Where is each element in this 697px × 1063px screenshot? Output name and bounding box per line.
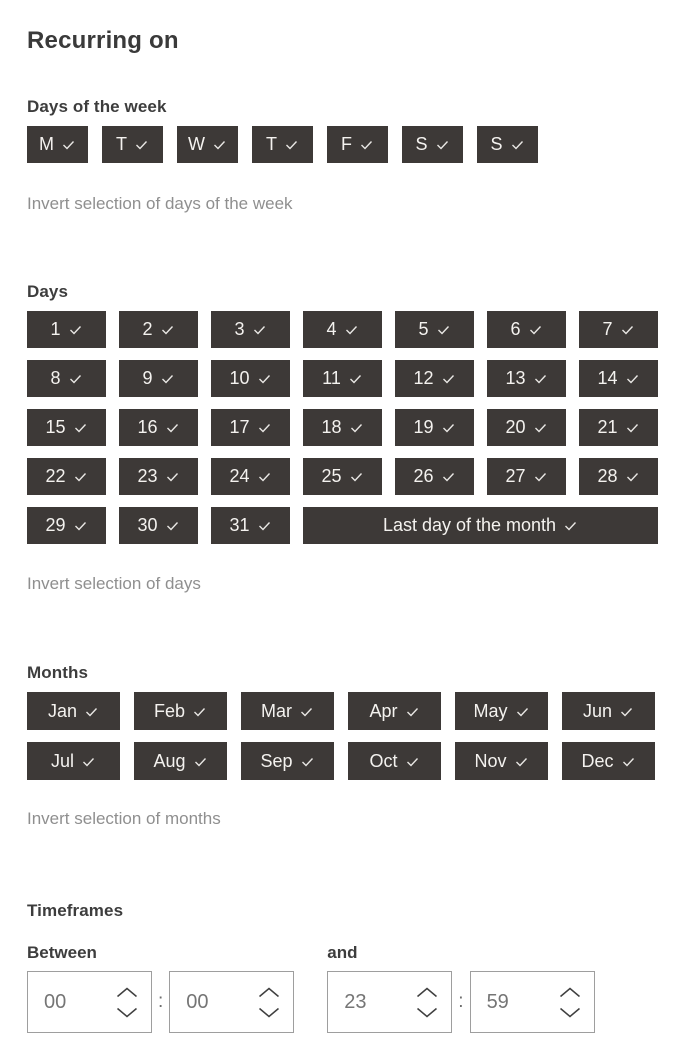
- day-4-button[interactable]: [303, 311, 382, 348]
- check-icon: [441, 469, 456, 484]
- section-days-of-week: [27, 97, 670, 214]
- month-feb-button[interactable]: [134, 692, 227, 730]
- day-8-button[interactable]: [27, 360, 106, 397]
- check-icon: [257, 469, 272, 484]
- button-label: 30: [137, 515, 158, 535]
- button-label: 10: [229, 368, 250, 388]
- check-icon: [621, 754, 636, 769]
- chevron-up-icon: [559, 987, 581, 998]
- day-17-button[interactable]: [211, 409, 290, 446]
- day-30-button[interactable]: [119, 507, 198, 544]
- month-sep-button[interactable]: [241, 742, 334, 780]
- check-icon: [348, 371, 363, 386]
- start-minute-input[interactable]: [170, 991, 228, 1014]
- button-label: 21: [597, 417, 618, 437]
- button-label: 24: [229, 466, 250, 486]
- button-label: 28: [597, 466, 618, 486]
- start-hour-arrows: [116, 987, 138, 1018]
- button-label: 14: [597, 368, 618, 388]
- button-label: Feb: [153, 700, 186, 721]
- check-icon: [257, 518, 272, 533]
- check-icon: [405, 704, 420, 719]
- day-26-button[interactable]: [395, 458, 474, 495]
- month-apr-button[interactable]: [348, 692, 441, 730]
- day-23-button[interactable]: [119, 458, 198, 495]
- check-icon: [528, 322, 543, 337]
- button-label: 8: [50, 368, 61, 388]
- end-minute-arrows: [559, 987, 581, 1018]
- day-13-button[interactable]: [487, 360, 566, 397]
- check-icon: [252, 322, 267, 337]
- button-label: 15: [45, 417, 66, 437]
- start-minute-decrement-button[interactable]: [258, 1007, 280, 1018]
- check-icon: [257, 420, 272, 435]
- check-icon: [284, 137, 299, 152]
- chevron-down-icon: [116, 1007, 138, 1018]
- button-label: T: [116, 134, 127, 154]
- time-separator: :: [158, 991, 164, 1012]
- day-9-button[interactable]: [119, 360, 198, 397]
- weekday-saturday-button[interactable]: [402, 126, 463, 163]
- invert-days-link[interactable]: Invert selection of days: [27, 574, 201, 593]
- button-label: 3: [234, 319, 245, 339]
- chevron-down-icon: [258, 1007, 280, 1018]
- check-icon: [349, 420, 364, 435]
- check-icon: [160, 371, 175, 386]
- button-label: 27: [505, 466, 526, 486]
- weekday-thursday-button[interactable]: [252, 126, 313, 163]
- button-label: Aug: [153, 750, 186, 771]
- button-label: S: [490, 134, 503, 154]
- button-label: Last day of the month: [382, 515, 557, 535]
- button-label: 13: [505, 368, 526, 388]
- button-label: 31: [229, 515, 250, 535]
- check-icon: [349, 469, 364, 484]
- button-label: M: [39, 134, 54, 154]
- end-minute-increment-button[interactable]: [559, 987, 581, 998]
- day-18-button[interactable]: [303, 409, 382, 446]
- check-icon: [61, 137, 76, 152]
- last-day-of-month-button[interactable]: [303, 507, 658, 544]
- button-label: 16: [137, 417, 158, 437]
- check-icon: [435, 137, 450, 152]
- check-icon: [68, 371, 83, 386]
- button-label: 20: [505, 417, 526, 437]
- end-minute-decrement-button[interactable]: [559, 1007, 581, 1018]
- days-label: Days: [27, 282, 69, 301]
- page-title: Recurring on: [27, 27, 179, 54]
- day-29-button[interactable]: [27, 507, 106, 544]
- month-may-button[interactable]: [455, 692, 548, 730]
- check-icon: [73, 469, 88, 484]
- button-label: 6: [510, 319, 521, 339]
- start-hour-increment-button[interactable]: [116, 987, 138, 998]
- day-1-button[interactable]: [27, 311, 106, 348]
- check-icon: [533, 420, 548, 435]
- start-time-row: [27, 971, 294, 1033]
- day-15-button[interactable]: [27, 409, 106, 446]
- day-10-button[interactable]: [211, 360, 290, 397]
- button-label: Mar: [261, 700, 292, 721]
- between-label: Between: [27, 943, 97, 962]
- weekday-tuesday-button[interactable]: [102, 126, 163, 163]
- month-mar-button[interactable]: [241, 692, 334, 730]
- day-3-button[interactable]: [211, 311, 290, 348]
- and-label: and: [327, 943, 358, 962]
- start-minute-spinner: [169, 971, 294, 1033]
- button-label: 1: [50, 319, 61, 339]
- button-label: May: [473, 700, 508, 721]
- chevron-up-icon: [116, 987, 138, 998]
- month-nov-button[interactable]: [455, 742, 548, 780]
- check-icon: [514, 754, 529, 769]
- button-label: 5: [418, 319, 429, 339]
- section-timeframes: [27, 901, 670, 1033]
- button-label: 9: [142, 368, 153, 388]
- month-dec-button[interactable]: [562, 742, 655, 780]
- timeframes-label: Timeframes: [27, 901, 124, 920]
- check-icon: [344, 322, 359, 337]
- start-minute-arrows: [258, 987, 280, 1018]
- day-2-button[interactable]: [119, 311, 198, 348]
- start-time-group: [27, 944, 294, 1033]
- check-icon: [68, 322, 83, 337]
- months-grid: [27, 692, 670, 780]
- chevron-down-icon: [559, 1007, 581, 1018]
- day-24-button[interactable]: [211, 458, 290, 495]
- button-label: 23: [137, 466, 158, 486]
- check-icon: [533, 469, 548, 484]
- weekday-buttons-row: [27, 126, 670, 163]
- day-16-button[interactable]: [119, 409, 198, 446]
- check-icon: [405, 754, 420, 769]
- check-icon: [299, 704, 314, 719]
- check-icon: [165, 518, 180, 533]
- end-hour-increment-button[interactable]: [416, 987, 438, 998]
- button-label: Sep: [260, 750, 293, 771]
- check-icon: [625, 469, 640, 484]
- time-separator: :: [458, 991, 464, 1012]
- button-label: Jul: [50, 750, 74, 771]
- check-icon: [165, 469, 180, 484]
- end-minute-spinner: [470, 971, 595, 1033]
- check-icon: [300, 754, 315, 769]
- day-25-button[interactable]: [303, 458, 382, 495]
- section-days: [27, 282, 670, 594]
- button-label: 11: [322, 368, 341, 388]
- day-12-button[interactable]: [395, 360, 474, 397]
- check-icon: [134, 137, 149, 152]
- end-time-row: [327, 971, 594, 1033]
- end-time-group: [327, 944, 594, 1033]
- button-label: 25: [321, 466, 342, 486]
- check-icon: [165, 420, 180, 435]
- button-label: Jan: [47, 700, 78, 721]
- end-minute-input[interactable]: [471, 991, 529, 1014]
- timeframes-row: [27, 944, 670, 1033]
- check-icon: [359, 137, 374, 152]
- weekday-sunday-button[interactable]: [477, 126, 538, 163]
- button-label: 12: [413, 368, 434, 388]
- check-icon: [625, 420, 640, 435]
- check-icon: [619, 704, 634, 719]
- check-icon: [73, 420, 88, 435]
- chevron-up-icon: [416, 987, 438, 998]
- start-hour-decrement-button[interactable]: [116, 1007, 138, 1018]
- start-hour-input[interactable]: [28, 991, 86, 1014]
- day-22-button[interactable]: [27, 458, 106, 495]
- end-hour-decrement-button[interactable]: [416, 1007, 438, 1018]
- button-label: 2: [142, 319, 153, 339]
- check-icon: [160, 322, 175, 337]
- check-icon: [73, 518, 88, 533]
- end-hour-input[interactable]: [328, 991, 386, 1014]
- end-hour-arrows: [416, 987, 438, 1018]
- button-label: F: [341, 134, 352, 154]
- button-label: T: [266, 134, 277, 154]
- chevron-up-icon: [258, 987, 280, 998]
- check-icon: [620, 322, 635, 337]
- day-7-button[interactable]: [579, 311, 658, 348]
- button-label: 17: [229, 417, 250, 437]
- day-11-button[interactable]: [303, 360, 382, 397]
- end-hour-spinner: [327, 971, 452, 1033]
- check-icon: [212, 137, 227, 152]
- day-6-button[interactable]: [487, 311, 566, 348]
- section-months: [27, 663, 670, 829]
- day-21-button[interactable]: [579, 409, 658, 446]
- button-label: 4: [326, 319, 337, 339]
- day-28-button[interactable]: [579, 458, 658, 495]
- month-jul-button[interactable]: [27, 742, 120, 780]
- start-hour-spinner: [27, 971, 152, 1033]
- check-icon: [257, 371, 272, 386]
- button-label: 26: [413, 466, 434, 486]
- day-14-button[interactable]: [579, 360, 658, 397]
- day-5-button[interactable]: [395, 311, 474, 348]
- button-label: 19: [413, 417, 434, 437]
- day-20-button[interactable]: [487, 409, 566, 446]
- check-icon: [192, 704, 207, 719]
- button-label: 18: [321, 417, 342, 437]
- days-of-week-label: Days of the week: [27, 97, 167, 116]
- button-label: 29: [45, 515, 66, 535]
- button-label: Jun: [582, 700, 613, 721]
- chevron-down-icon: [416, 1007, 438, 1018]
- check-icon: [533, 371, 548, 386]
- check-icon: [625, 371, 640, 386]
- check-icon: [84, 704, 99, 719]
- check-icon: [510, 137, 525, 152]
- weekday-friday-button[interactable]: [327, 126, 388, 163]
- button-label: 22: [45, 466, 66, 486]
- month-jun-button[interactable]: [562, 692, 655, 730]
- check-icon: [563, 518, 578, 533]
- weekday-monday-button[interactable]: [27, 126, 88, 163]
- check-icon: [193, 754, 208, 769]
- button-label: S: [415, 134, 428, 154]
- weekday-wednesday-button[interactable]: [177, 126, 238, 163]
- invert-days-of-week-link[interactable]: Invert selection of days of the week: [27, 194, 293, 213]
- month-jan-button[interactable]: [27, 692, 120, 730]
- button-label: Oct: [369, 750, 398, 771]
- day-31-button[interactable]: [211, 507, 290, 544]
- day-27-button[interactable]: [487, 458, 566, 495]
- check-icon: [515, 704, 530, 719]
- button-label: 7: [602, 319, 613, 339]
- check-icon: [441, 371, 456, 386]
- button-label: Apr: [369, 700, 398, 721]
- button-label: Dec: [581, 750, 614, 771]
- day-19-button[interactable]: [395, 409, 474, 446]
- button-label: W: [188, 134, 205, 154]
- check-icon: [441, 420, 456, 435]
- check-icon: [436, 322, 451, 337]
- invert-months-link[interactable]: Invert selection of months: [27, 809, 221, 828]
- month-oct-button[interactable]: [348, 742, 441, 780]
- button-label: Nov: [474, 750, 507, 771]
- days-grid: [27, 311, 670, 544]
- months-label: Months: [27, 663, 89, 682]
- check-icon: [81, 754, 96, 769]
- month-aug-button[interactable]: [134, 742, 227, 780]
- start-minute-increment-button[interactable]: [258, 987, 280, 998]
